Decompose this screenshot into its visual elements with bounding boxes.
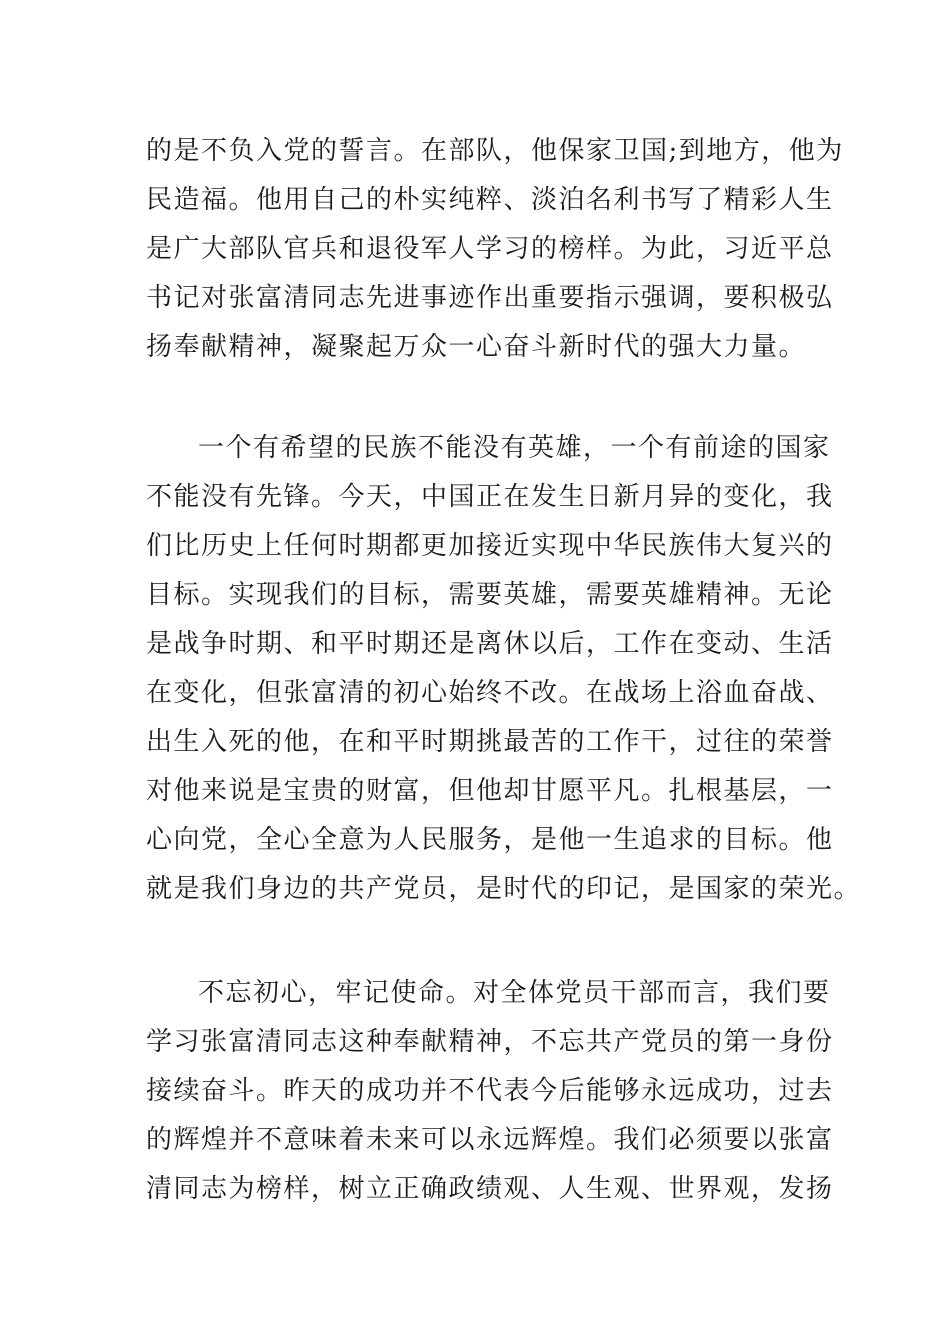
- text-line: 不能没有先锋。今天，中国正在发生日新月异的变化，我: [146, 482, 834, 512]
- paragraph-1: [146, 127, 844, 372]
- text-line: 们比历史上任何时期都更加接近实现中华民族伟大复兴的: [146, 531, 834, 561]
- text-line: 心向党，全心全意为人民服务，是他一生追求的目标。他: [146, 825, 834, 855]
- text-line: 书记对张富清同志先进事迹作出重要指示强调，要积极弘: [146, 283, 834, 313]
- paragraph-3: [146, 969, 834, 1214]
- text-line: 清同志为榜样，树立正确政绩观、人生观、世界观，发扬: [146, 1174, 834, 1204]
- text-line-indented: 一个有希望的民族不能没有英雄，一个有前途的国家: [198, 433, 831, 463]
- text-line: 的是不负入党的誓言。在部队，他保家卫国;到地方，他为: [146, 136, 844, 166]
- text-line-indented: 不忘初心，牢记使命。对全体党员干部而言，我们要: [198, 978, 831, 1008]
- text-line: 在变化，但张富清的初心始终不改。在战场上浴血奋战、: [146, 678, 834, 708]
- paragraph-2: [146, 424, 862, 914]
- text-line: 出生入死的他，在和平时期挑最苦的工作干，过往的荣誉: [146, 727, 834, 757]
- text-line: 对他来说是宝贵的财富，但他却甘愿平凡。扎根基层，一: [146, 776, 834, 806]
- text-line: 是战争时期、和平时期还是离休以后，工作在变动、生活: [146, 629, 834, 659]
- text-line: 民造福。他用自己的朴实纯粹、淡泊名利书写了精彩人生: [146, 185, 834, 215]
- text-line: 扬奉献精神，凝聚起万众一心奋斗新时代的强大力量。: [146, 332, 807, 362]
- text-line: 是广大部队官兵和退役军人学习的榜样。为此，习近平总: [146, 234, 834, 264]
- text-line: 接续奋斗。昨天的成功并不代表今后能够永远成功，过去: [146, 1076, 834, 1106]
- text-line: 就是我们身边的共产党员，是时代的印记，是国家的荣光。: [146, 874, 862, 904]
- text-line: 目标。实现我们的目标，需要英雄，需要英雄精神。无论: [146, 580, 834, 610]
- text-line: 的辉煌并不意味着未来可以永远辉煌。我们必须要以张富: [146, 1125, 834, 1155]
- text-line: 学习张富清同志这种奉献精神，不忘共产党员的第一身份: [146, 1027, 834, 1057]
